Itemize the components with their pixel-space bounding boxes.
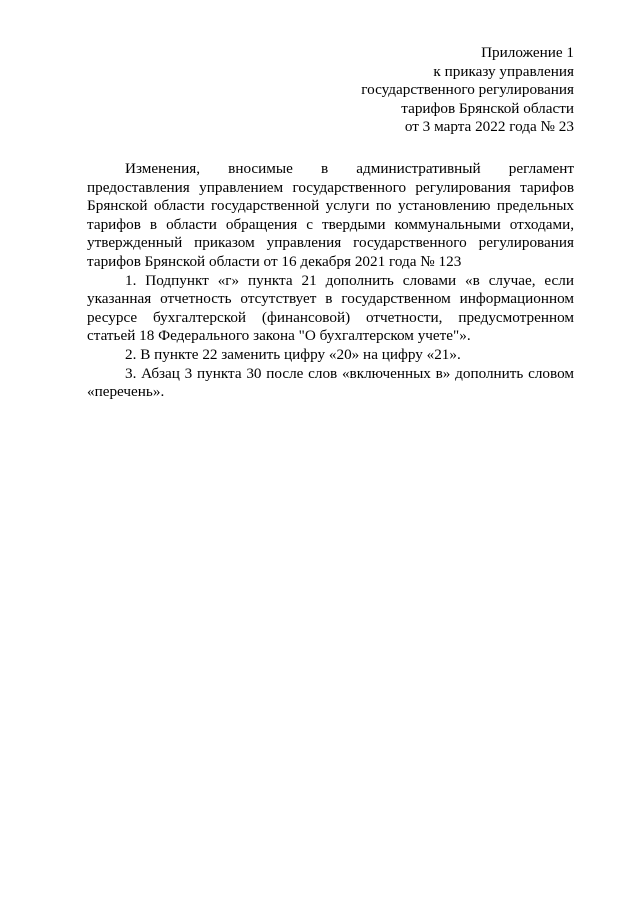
attachment-authority: государственного регулирования: [361, 81, 574, 99]
intro-paragraph: Изменения, вносимые в административный регламент предоставления управлением государственного регулирования тарифов Брянской области государственной услуги по установлению предельных тарифов в области обращения с твердыми коммунальными отходами, утвержденный приказом управления государственного регулирования тарифов Брянской области от 16 декабря 2021 года № 123: [87, 160, 574, 270]
attachment-order-ref: к приказу управления: [433, 62, 574, 80]
change-item-3: 3. Абзац 3 пункта 30 после слов «включенных в» дополнить словом «перечень».: [87, 364, 574, 401]
change-item-1: 1. Подпункт «г» пункта 21 дополнить словами «в случае, если указанная отчетность отсутствует в государственном информационном ресурсе бухгалтерской (финансовой) отчетности, предусмотренном статьей 18 Федерального закона "О бухгалтерском учете"».: [87, 271, 574, 345]
attachment-region: тарифов Брянской области: [401, 99, 574, 117]
attachment-number: Приложение 1: [481, 44, 574, 61]
attachment-date: от 3 марта 2022 года № 23: [404, 118, 574, 136]
attachment-header: [361, 44, 574, 137]
document-body: [87, 160, 574, 402]
change-item-2: 2. В пункте 22 заменить цифру «20» на цифру «21».: [125, 345, 461, 363]
